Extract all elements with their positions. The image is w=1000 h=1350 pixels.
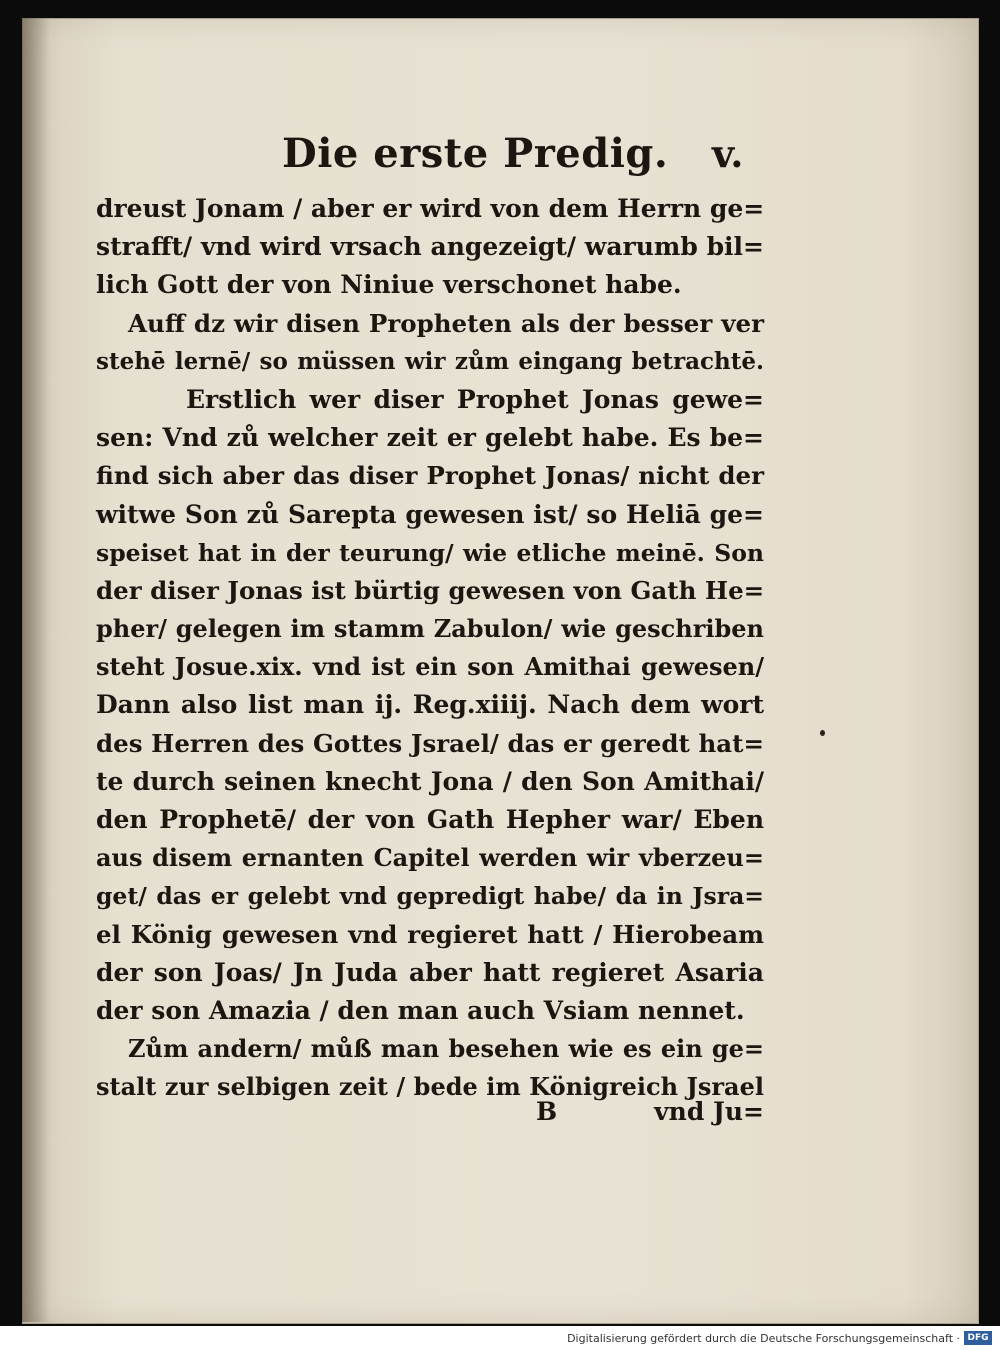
text-line: dreust Jonam / aber er wird von dem Herrn ge= bbox=[96, 194, 765, 223]
text-line: steht Josue.xix. vnd ist ein son Amithai gewesen/ bbox=[96, 652, 764, 682]
text-line: witwe Son zů Sarepta gewesen ist/ so Heliā ge= bbox=[96, 499, 764, 529]
gutter-shadow bbox=[22, 18, 50, 1322]
text-line: te durch seinen knecht Jona / den Son Amithai/ bbox=[96, 766, 764, 796]
text-line: Dann also list man ij. Reg.xiiij. Nach dem wort bbox=[96, 690, 764, 720]
text-line: Erstlich wer diser Prophet Jonas gewe= bbox=[186, 384, 764, 414]
text-line: find sich aber das diser Prophet Jonas/ nicht der bbox=[96, 461, 764, 491]
text-line: lich Gott der von Niniue verschonet habe. bbox=[96, 270, 682, 300]
text-line: pher/ gelegen im stamm Zabulon/ wie geschriben bbox=[96, 614, 764, 644]
text-line: Zům andern/ můß man besehen wie es ein ge= bbox=[128, 1034, 764, 1064]
text-line: den Prophetē/ der von Gath Hepher war/ Eben bbox=[96, 805, 764, 834]
dfg-logo: DFG bbox=[964, 1331, 992, 1345]
text-line: el König gewesen vnd regieret hatt / Hierobeam bbox=[96, 919, 764, 949]
running-head bbox=[282, 124, 762, 184]
footer-bar bbox=[0, 1326, 1000, 1350]
text-line: aus disem ernanten Capitel werden wir vberzeu= bbox=[96, 843, 764, 873]
text-line: des Herren des Gottes Jsrael/ das er geredt hat= bbox=[96, 728, 764, 758]
text-line: der diser Jonas ist bürtig gewesen von Gath He= bbox=[96, 575, 765, 605]
catchline bbox=[96, 1092, 764, 1132]
folio-number: v. bbox=[712, 131, 744, 176]
text-line: der son Amazia / den man auch Vsiam nennet. bbox=[96, 995, 745, 1025]
footer-credit: Digitalisierung gefördert durch die Deutsche Forschungsgemeinschaft · bbox=[567, 1332, 960, 1345]
ink-speck bbox=[820, 730, 825, 736]
text-line: sen: Vnd zů welcher zeit er gelebt habe. Es be= bbox=[96, 423, 764, 453]
catchword: vnd Ju= bbox=[654, 1097, 764, 1126]
text-line: get/ das er gelebt vnd gepredigt habe/ da in Jsra= bbox=[96, 882, 764, 911]
text-line: speiset hat in der teurung/ wie etliche meinē. Son bbox=[96, 538, 764, 567]
text-line: stalt zur selbigen zeit / bede im Königreich Jsrael bbox=[96, 1072, 764, 1102]
text-line: der son Joas/ Jn Juda aber hatt regieret Asaria bbox=[96, 957, 764, 987]
running-title: Die erste Predig. bbox=[282, 130, 669, 177]
signature-mark: B bbox=[536, 1097, 558, 1126]
body-text bbox=[96, 190, 764, 1107]
text-line: stehē lernē/ so müssen wir zům eingang betrachtē. bbox=[96, 347, 764, 375]
text-line: Auff dz wir disen Propheten als der besser ver bbox=[128, 308, 764, 338]
text-line: strafft/ vnd wird vrsach angezeigt/ warumb bil= bbox=[96, 232, 764, 262]
